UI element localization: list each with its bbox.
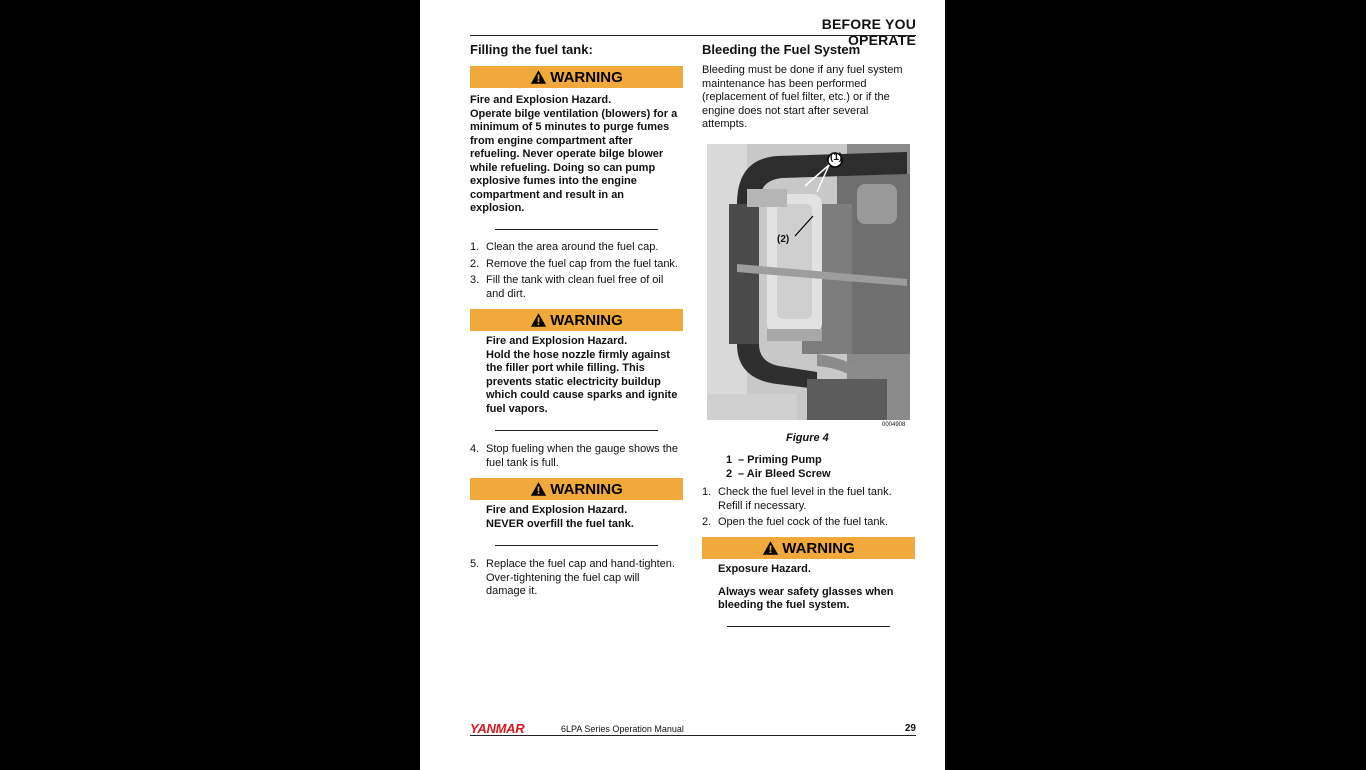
bleeding-intro	[702, 64, 916, 132]
warning-banner-1	[470, 66, 683, 88]
warning-2-text	[486, 335, 691, 416]
warning-triangle-icon	[530, 312, 547, 328]
step-line: Replace the fuel cap and hand-tighten.	[486, 558, 675, 570]
warning-line: Always wear safety glasses when	[718, 585, 894, 598]
list-item	[470, 258, 690, 272]
warning-line: Hold the hose nozzle firmly against	[486, 348, 670, 361]
intro-line: attempts.	[702, 118, 748, 130]
engine-illustration	[707, 144, 910, 420]
step-line: and dirt.	[486, 287, 526, 300]
list-item	[470, 241, 690, 255]
warning-end-rule	[495, 229, 658, 230]
step-number: 3.	[470, 274, 480, 286]
step-line: fuel tank is full.	[486, 456, 559, 469]
legend-text: – Priming Pump	[738, 454, 822, 466]
list-item	[470, 274, 690, 301]
page-number: 29	[904, 723, 916, 734]
warning-triangle-icon	[762, 540, 779, 556]
intro-line: Bleeding must be done if any fuel system	[702, 64, 903, 76]
step-number: 2.	[470, 257, 480, 270]
warning-banner-4	[702, 537, 915, 559]
warning-line: while refueling. Doing so can pump	[470, 161, 656, 174]
warning-line: compartment and result in an	[470, 188, 625, 201]
step-line: Open the fuel cock of the fuel tank.	[718, 516, 888, 528]
list-item	[702, 486, 916, 513]
filling-fuel-tank-title: Filling the fuel tank:	[470, 42, 593, 57]
step-line: Remove the fuel cap from the fuel tank.	[486, 257, 678, 270]
step-line: damage it.	[486, 585, 538, 597]
warning-line: Operate bilge ventilation (blowers) for a	[470, 107, 678, 120]
callout-1: (1)	[830, 152, 843, 163]
legend-item	[726, 467, 831, 481]
figure-title: Figure 4	[786, 432, 829, 444]
warning-line: prevents static electricity buildup	[486, 375, 661, 388]
list-item	[470, 558, 690, 599]
figure-image-code: 0004908	[882, 422, 906, 428]
warning-label: WARNING	[550, 311, 623, 329]
step-line: Clean the area around the fuel cap.	[486, 241, 659, 253]
warning-label: WARNING	[550, 480, 623, 498]
legend-number: 1	[726, 454, 733, 466]
engine-photo	[707, 144, 910, 420]
warning-line: explosive fumes into the engine	[470, 175, 637, 187]
callout-2: (2)	[777, 234, 790, 245]
warning-line: bleeding the fuel system.	[718, 599, 850, 611]
legend-text: – Air Bleed Screw	[738, 468, 831, 480]
warning-end-rule	[495, 430, 658, 431]
warning-1-text	[470, 94, 688, 216]
bleeding-steps	[702, 486, 916, 530]
warning-label: WARNING	[782, 539, 855, 557]
step-number: 5.	[470, 558, 480, 570]
legend-item	[726, 453, 831, 467]
step-line: Stop fueling when the gauge shows the	[486, 443, 679, 455]
warning-banner-3	[470, 478, 683, 500]
step-number: 1.	[702, 486, 712, 498]
warning-line: from engine compartment after	[470, 134, 633, 147]
list-item	[702, 516, 916, 530]
yanmar-logo: YANMAR	[470, 721, 525, 736]
legend-number: 2	[726, 468, 733, 480]
warning-line: fuel vapors.	[486, 402, 548, 415]
step-number: 2.	[702, 516, 712, 528]
footer-rule	[470, 735, 916, 736]
header-rule	[470, 35, 916, 36]
warning-line: refueling. Never operate bilge blower	[470, 148, 664, 160]
manual-page	[420, 0, 945, 770]
intro-line: maintenance has been performed	[702, 77, 867, 90]
warning-3-text	[486, 504, 691, 531]
step-line: Check the fuel level in the fuel tank.	[718, 486, 892, 498]
figure-legend	[726, 453, 831, 481]
warning-end-rule	[495, 545, 658, 546]
warning-triangle-icon	[530, 481, 547, 497]
list-item	[470, 443, 690, 470]
step-line: Fill the tank with clean fuel free of oil	[486, 274, 664, 286]
step-number: 1.	[470, 241, 480, 253]
warning-line: Fire and Explosion Hazard.	[486, 504, 628, 516]
warning-end-rule	[727, 626, 890, 627]
warning-line: explosion.	[470, 202, 525, 214]
intro-line: engine does not start after several	[702, 104, 869, 117]
step-number: 4.	[470, 443, 480, 455]
warning-line: NEVER overfill the fuel tank.	[486, 517, 634, 530]
bleeding-fuel-system-title: Bleeding the Fuel System	[702, 42, 861, 57]
intro-line: (replacement of fuel filter, etc.) or if the	[702, 91, 890, 103]
warning-line: which could cause sparks and ignite	[486, 389, 678, 401]
warning-banner-2	[470, 309, 683, 331]
warning-4-text	[718, 563, 916, 613]
warning-line: the filler port while filling. This	[486, 362, 645, 374]
warning-line: Fire and Explosion Hazard.	[486, 335, 628, 347]
warning-line: Exposure Hazard.	[718, 563, 811, 575]
manual-title: 6LPA Series Operation Manual	[561, 724, 684, 734]
warning-triangle-icon	[530, 69, 547, 85]
warning-label: WARNING	[550, 68, 623, 86]
step-line: Over-tightening the fuel cap will	[486, 571, 640, 584]
warning-line: minimum of 5 minutes to purge fumes	[470, 121, 670, 133]
section-title: BEFORE YOU OPERATE	[821, 16, 916, 48]
steps-list-a	[470, 241, 690, 301]
warning-line: Fire and Explosion Hazard.	[470, 94, 612, 106]
step-line: Refill if necessary.	[718, 499, 807, 512]
